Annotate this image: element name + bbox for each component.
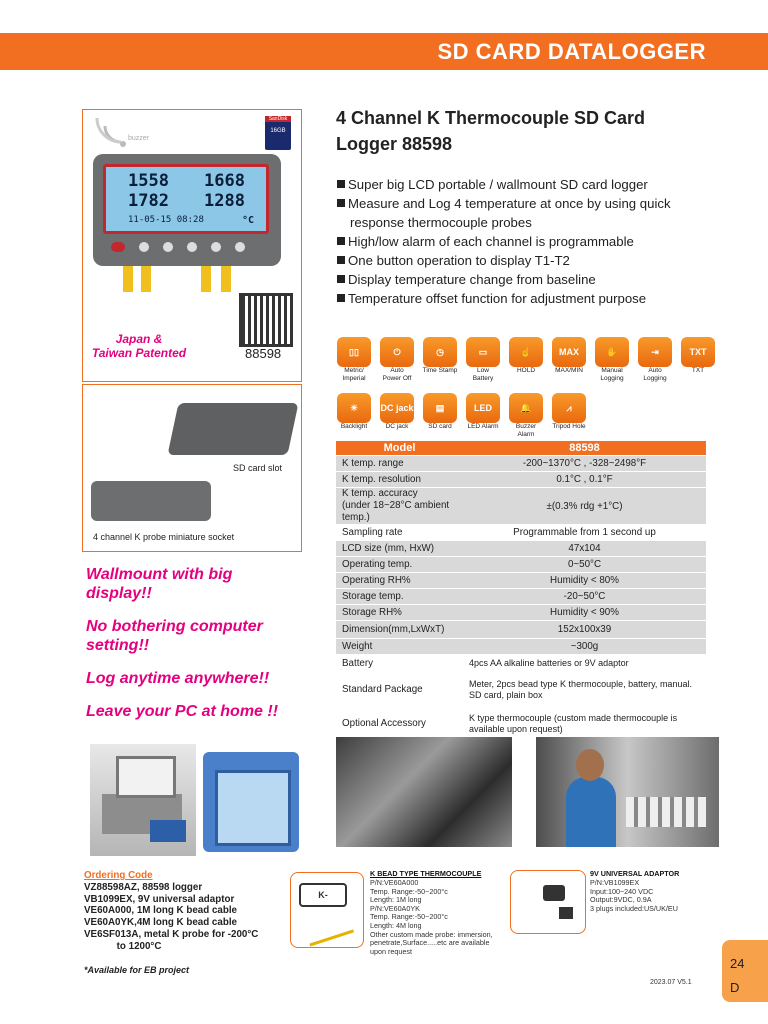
spec-line: Length: 4M long <box>370 920 422 930</box>
spec-value: Humidity < 90% <box>463 605 706 621</box>
lcd-unit: °C <box>242 215 255 226</box>
feature-icon: MAX MIN <box>552 337 586 367</box>
spec-value: -200~1370°C , -328~2498°F <box>463 456 706 472</box>
device-top-image <box>167 403 298 455</box>
feature-icon: LED <box>466 393 500 423</box>
header-banner <box>0 33 768 70</box>
spec-row <box>336 605 706 621</box>
feature-icons-row1 <box>330 337 730 387</box>
feature-icon-label: Auto Logging <box>643 367 667 382</box>
spec-key: Standard Package <box>336 673 463 707</box>
ordering-line: VB1099EX, 9V universal adaptor <box>84 893 235 905</box>
icon-row2-item <box>330 393 378 431</box>
banner-title: SD CARD DATALOGGER <box>437 39 706 64</box>
feature-icon: ⩘ <box>552 393 586 423</box>
photo-fridge <box>203 752 299 852</box>
spec-row <box>336 472 706 488</box>
ordering-heading: Ordering Code <box>84 870 153 881</box>
spec-value: Meter, 2pcs bead type K thermocouple, battery, manual. SD card, plain box <box>463 673 706 707</box>
feature-icon: ☀ <box>337 393 371 423</box>
feature-icon: ⇥ <box>638 337 672 367</box>
spec-value: Humidity < 80% <box>463 573 706 589</box>
feature-icon-label: Backlight <box>340 423 368 430</box>
sd-slot-label: SD card slot <box>233 463 283 473</box>
slogan-leave-pc: Leave your PC at home !! <box>86 703 279 720</box>
ordering-line: to 1200°C <box>84 940 162 952</box>
photo-engine <box>336 737 512 847</box>
photo-worker <box>536 737 719 847</box>
device-button[interactable] <box>235 242 245 252</box>
feature-icon-label: Low Battery <box>472 367 494 382</box>
spec-row <box>336 573 706 589</box>
product-title-line1: 4 Channel K Thermocouple SD Card <box>336 108 646 128</box>
feature-item: Measure and Log 4 temperature at once by using quick <box>336 194 736 213</box>
feature-icon-label: MAX/MIN <box>555 367 583 374</box>
spec-row <box>336 673 706 707</box>
spec-key: Operating RH% <box>336 573 463 589</box>
feature-icon: ▯▯ <box>337 337 371 367</box>
feature-icon: TXT <box>681 337 715 367</box>
spec-line: Input:100~240 VDC <box>590 886 654 896</box>
section-letter: D <box>730 980 740 995</box>
spec-line: Temp. Range:-50~200°c <box>370 886 448 896</box>
product-image-box <box>82 109 302 382</box>
device-button[interactable] <box>211 242 221 252</box>
page-tab <box>722 940 768 1002</box>
feature-icon: ▭ <box>466 337 500 367</box>
feature-list <box>336 175 736 308</box>
slogan-no-computer: No bothering computer setting!! <box>86 618 263 654</box>
device-button[interactable] <box>139 242 149 252</box>
feature-icon-label: SD card <box>428 423 452 430</box>
icon-row1-item <box>545 337 593 387</box>
spec-key: Storage temp. <box>336 589 463 605</box>
icon-row2-item <box>416 393 464 431</box>
slogan-wallmount: Wallmount with big display!! <box>86 566 233 602</box>
thermocouple-specs <box>370 879 510 956</box>
spec-row <box>336 621 706 639</box>
lcd-value-4: 1288 <box>204 191 245 211</box>
k-plugs <box>123 266 253 306</box>
lcd-time: 11-05-15 08:28 <box>128 215 204 225</box>
icon-row2-item <box>502 393 550 439</box>
thermocouple-box <box>290 866 508 956</box>
spec-row <box>336 456 706 472</box>
feature-icon-label: HOLD <box>516 367 536 374</box>
feature-icon: ✋ <box>595 337 629 367</box>
feature-icons-row2 <box>330 393 630 443</box>
icon-row1-item <box>373 337 421 383</box>
icon-row2-item <box>373 393 421 431</box>
qr-code <box>239 293 293 347</box>
spec-key: K temp. resolution <box>336 472 463 488</box>
feature-item: Temperature offset function for adjustment purpose <box>336 289 736 308</box>
feature-icon-label: Manual Logging <box>600 367 624 382</box>
spec-row <box>336 525 706 541</box>
feature-icon: ☝ <box>509 337 543 367</box>
device-button[interactable] <box>111 242 125 252</box>
ordering-line: VE60A0YK,4M long K bead cable <box>84 917 237 929</box>
product-title <box>336 105 736 157</box>
icon-row1-item <box>588 337 636 383</box>
spec-line: upon request <box>370 946 412 956</box>
adaptor-specs <box>590 879 720 913</box>
spec-key: Battery <box>336 655 463 673</box>
sd-card-size: 16GB <box>270 128 286 134</box>
spec-value: K type thermocouple (custom made thermocouple is available upon request) <box>463 707 706 741</box>
feature-icon: ▤ <box>423 393 457 423</box>
spec-value: -20~50°C <box>463 589 706 605</box>
lcd-value-3: 1782 <box>128 191 169 211</box>
spec-key: K temp. accuracy (under 18~28°C ambient temp.) <box>336 488 463 525</box>
feature-icon: ⏻ <box>380 337 414 367</box>
icon-row2-item <box>545 393 593 431</box>
buzzer-icon <box>91 112 131 152</box>
sd-card-image <box>265 116 291 150</box>
spec-value: 47x104 <box>463 541 706 557</box>
sd-card-brand: SanDisk <box>265 116 291 122</box>
feature-item: One button operation to display T1-T2 <box>336 251 736 270</box>
ordering-section <box>84 870 258 976</box>
spec-row <box>336 589 706 605</box>
ordering-note: *Available for EB project <box>84 964 190 975</box>
slogans <box>86 565 326 721</box>
spec-value: 152x100x39 <box>463 621 706 639</box>
adaptor-image <box>510 870 586 934</box>
icon-row1-item <box>330 337 378 383</box>
spec-value: ±(0.3% rdg +1°C) <box>463 488 706 525</box>
spec-header-cell: Model <box>336 441 463 456</box>
icon-row1-item <box>502 337 550 375</box>
ordering-line: VE6SF013A, metal K probe for -200°C <box>84 928 259 940</box>
feature-icon-label: Auto Power Off <box>382 367 412 382</box>
detail-image-box <box>82 384 302 552</box>
model-number: 88598 <box>245 346 282 361</box>
thermocouple-title: K BEAD TYPE THERMOCOUPLE <box>370 869 482 878</box>
spec-value: 4pcs AA alkaline batteries or 9V adaptor <box>463 655 706 673</box>
ordering-line: VE60A000, 1M long K bead cable <box>84 905 237 917</box>
spec-line: P/N:VE60A000 <box>370 878 419 887</box>
spec-line: 3 plugs included:US/UK/EU <box>590 903 678 913</box>
lcd-screen <box>103 164 269 234</box>
spec-key: Dimension(mm,LxWxT) <box>336 621 463 639</box>
feature-icon-label: Buzzer Alarm <box>515 423 537 438</box>
adaptor-box <box>510 866 720 952</box>
spec-table <box>336 441 706 741</box>
spec-key: Weight <box>336 639 463 655</box>
icon-row1-item <box>631 337 679 383</box>
lcd-value-1: 1558 <box>128 171 169 191</box>
lcd-value-2: 1668 <box>204 171 245 191</box>
feature-item: Display temperature change from baseline <box>336 270 736 289</box>
spec-row <box>336 655 706 673</box>
feature-item: High/low alarm of each channel is programmable <box>336 232 736 251</box>
ordering-line: VZ88598AZ, 88598 logger <box>84 881 203 893</box>
spec-line: Temp. Range:-50~200°c <box>370 912 448 922</box>
version-label: 2023.07 V5.1 <box>650 979 692 986</box>
feature-icon-label: Tripod Hole <box>552 423 586 430</box>
feature-icon-label: Metric/ Imperial <box>342 367 366 382</box>
spec-key: Sampling rate <box>336 525 463 541</box>
feature-icon-label: DC jack <box>385 423 409 430</box>
spec-line: penetrate,Surface.....etc are available <box>370 938 490 948</box>
slogan-log-anytime: Log anytime anywhere!! <box>86 670 270 687</box>
spec-line: P/N:VE60A0YK <box>370 903 420 913</box>
feature-icon: DC jack <box>380 393 414 423</box>
feature-icon-label: LED Alarm <box>467 423 499 430</box>
feature-item-cont: response thermocouple probes <box>350 215 532 230</box>
spec-key: Storage RH% <box>336 605 463 621</box>
spec-value: ~300g <box>463 639 706 655</box>
spec-key: K temp. range <box>336 456 463 472</box>
spec-line: Output:9VDC, 0.9A <box>590 895 652 905</box>
thermocouple-image <box>290 872 364 948</box>
spec-key: Optional Accessory <box>336 707 463 741</box>
spec-key: Operating temp. <box>336 557 463 573</box>
feature-icon-label: TXT <box>691 367 705 374</box>
feature-icon-label: Time Stamp <box>422 367 458 374</box>
patent-text: Japan & Taiwan Patented <box>91 332 187 360</box>
spec-line: Other custom made probe: immersion, <box>370 929 493 939</box>
icon-row1-item <box>459 337 507 383</box>
spec-line: P/N:VB1099EX <box>590 878 640 887</box>
device-bottom-image <box>91 481 211 521</box>
spec-key: LCD size (mm, HxW) <box>336 541 463 557</box>
logger-device <box>93 154 281 266</box>
page-number: 24 <box>730 956 745 971</box>
icon-row1-item <box>416 337 464 375</box>
buzzer-label: buzzer <box>128 135 150 142</box>
spec-row <box>336 488 706 525</box>
spec-header-row <box>336 441 706 456</box>
k-plug-icon: K- <box>299 883 347 907</box>
spec-row <box>336 541 706 557</box>
feature-item: Super big LCD portable / wallmount SD card logger <box>336 175 736 194</box>
photo-furnace <box>90 744 196 856</box>
spec-header-cell: 88598 <box>463 441 706 456</box>
spec-value: 0.1°C , 0.1°F <box>463 472 706 488</box>
spec-row <box>336 707 706 741</box>
device-buttons <box>111 242 261 254</box>
socket-label: 4 channel K probe miniature socket <box>93 532 235 542</box>
icon-row2-item <box>459 393 507 431</box>
spec-value: Programmable from 1 second up <box>463 525 706 541</box>
device-button[interactable] <box>163 242 173 252</box>
product-title-line2: Logger 88598 <box>336 134 453 154</box>
feature-icon: 🔔 <box>509 393 543 423</box>
feature-icon: ◷ <box>423 337 457 367</box>
spec-row <box>336 557 706 573</box>
icon-row1-item <box>674 337 722 375</box>
spec-value: 0~50°C <box>463 557 706 573</box>
spec-row <box>336 639 706 655</box>
adaptor-title: 9V UNIVERSAL ADAPTOR <box>590 869 680 878</box>
spec-line: Length: 1M long <box>370 895 422 905</box>
device-button[interactable] <box>187 242 197 252</box>
